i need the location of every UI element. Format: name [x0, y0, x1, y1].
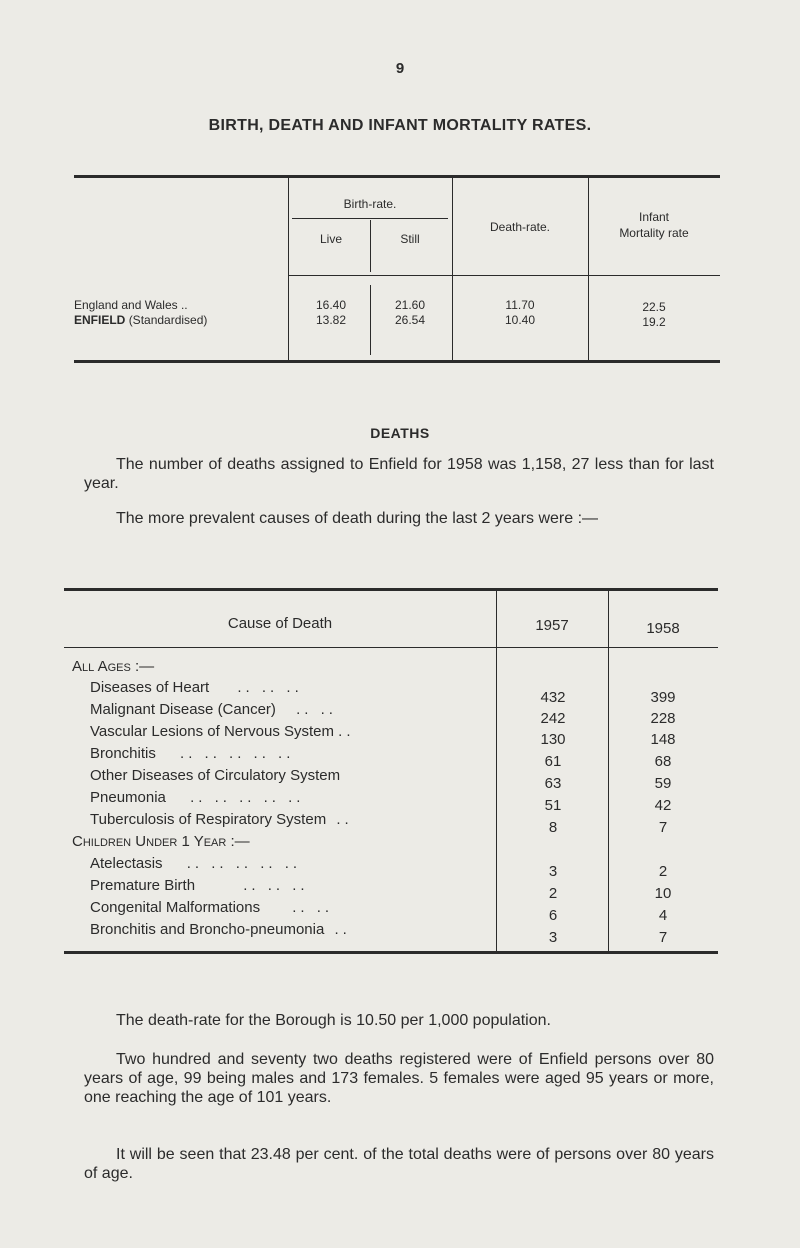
group-children-under-1: Children Under 1 Year :— — [72, 833, 250, 850]
row-label: ENFIELD (Standardised) — [74, 313, 208, 327]
cell-death: 11.70 — [505, 298, 535, 312]
rates-divider — [588, 178, 589, 360]
header-birth-rate: Birth-rate. — [343, 197, 397, 211]
page-number: 9 — [395, 60, 405, 77]
header-1957: 1957 — [535, 617, 569, 634]
header-cause: Cause of Death — [227, 615, 333, 632]
header-still: Still — [400, 232, 420, 246]
header-death-rate: Death-rate. — [489, 220, 551, 234]
cell-1957: 2 — [548, 885, 558, 902]
cell-1957: 51 — [544, 797, 562, 814]
cell-still: 26.54 — [394, 313, 426, 327]
cell-1958: 2 — [658, 863, 668, 880]
cell-1957: 61 — [544, 753, 562, 770]
page-title: BIRTH, DEATH AND INFANT MORTALITY RATES. — [208, 117, 592, 134]
cell-1958: 4 — [658, 907, 668, 924]
paragraph: It will be seen that 23.48 per cent. of the total deaths were of persons over 80 years of age. — [84, 1146, 714, 1182]
causes-divider — [496, 591, 497, 951]
cell-1957: 8 — [548, 819, 558, 836]
cell-1958: 148 — [650, 731, 676, 748]
cell-1957: 3 — [548, 929, 558, 946]
cause-label: Pneumonia .. .. .. .. .. — [90, 789, 305, 806]
cell-1958: 10 — [654, 885, 672, 902]
paragraph: The death-rate for the Borough is 10.50 per 1,000 population. — [116, 1012, 551, 1029]
cause-label: Other Diseases of Circulatory System — [90, 767, 341, 784]
cell-1958: 59 — [654, 775, 672, 792]
rates-header-rule — [288, 275, 720, 276]
cause-label: Bronchitis and Broncho-pneumonia .. — [90, 921, 351, 938]
paragraph: Two hundred and seventy two deaths registered were of Enfield persons over 80 years of age, 99 being males and 173 females. 5 females were aged 95 years or more, one reaching the age of 101 years. — [84, 1051, 714, 1106]
paragraph: The number of deaths assigned to Enfield for 1958 was 1,158, 27 less than for last year. — [84, 456, 714, 492]
cause-label: Malignant Disease (Cancer) .. .. — [90, 701, 337, 718]
header-1958: 1958 — [646, 620, 680, 637]
causes-bottom-rule — [64, 951, 718, 954]
rates-bottom-rule — [74, 360, 720, 363]
row-label: England and Wales .. — [74, 298, 188, 312]
deaths-heading: DEATHS — [370, 425, 430, 441]
header-infant: Infant — [638, 210, 670, 224]
cell-1957: 63 — [544, 775, 562, 792]
cell-1958: 7 — [658, 929, 668, 946]
cause-label: Congenital Malformations .. .. — [90, 899, 334, 916]
cell-1957: 6 — [548, 907, 558, 924]
cell-infant: 19.2 — [642, 315, 666, 329]
cell-1957: 432 — [540, 689, 566, 706]
causes-header-rule — [64, 647, 718, 648]
cause-label: Bronchitis .. .. .. .. .. — [90, 745, 295, 762]
cell-1958: 68 — [654, 753, 672, 770]
cell-1958: 399 — [650, 689, 676, 706]
header-infant-mortality: Mortality rate — [619, 226, 689, 240]
rates-divider — [452, 178, 453, 360]
cell-1957: 3 — [548, 863, 558, 880]
cell-1958: 42 — [654, 797, 672, 814]
cause-label: Premature Birth .. .. .. — [90, 877, 309, 894]
cell-1957: 242 — [540, 710, 566, 727]
cell-1957: 130 — [540, 731, 566, 748]
cell-infant: 22.5 — [642, 300, 666, 314]
header-live: Live — [319, 232, 342, 246]
cell-1958: 228 — [650, 710, 676, 727]
cell-live: 13.82 — [315, 313, 347, 327]
group-all-ages: All Ages :— — [72, 658, 155, 675]
cell-live: 16.40 — [315, 298, 347, 312]
rates-top-rule — [74, 175, 720, 178]
paragraph: The more prevalent causes of death during the last 2 years were :— — [116, 510, 599, 527]
cause-label: Tuberculosis of Respiratory System .. — [90, 811, 353, 828]
rates-divider — [370, 220, 371, 272]
cell-still: 21.60 — [394, 298, 426, 312]
causes-top-rule — [64, 588, 718, 591]
rates-subheader-rule — [292, 218, 448, 219]
cell-death: 10.40 — [504, 313, 536, 327]
cause-label: Vascular Lesions of Nervous System .. — [90, 723, 355, 740]
cause-label: Atelectasis .. .. .. .. .. — [90, 855, 302, 872]
cell-1958: 7 — [658, 819, 668, 836]
cause-label: Diseases of Heart .. .. .. — [90, 679, 303, 696]
